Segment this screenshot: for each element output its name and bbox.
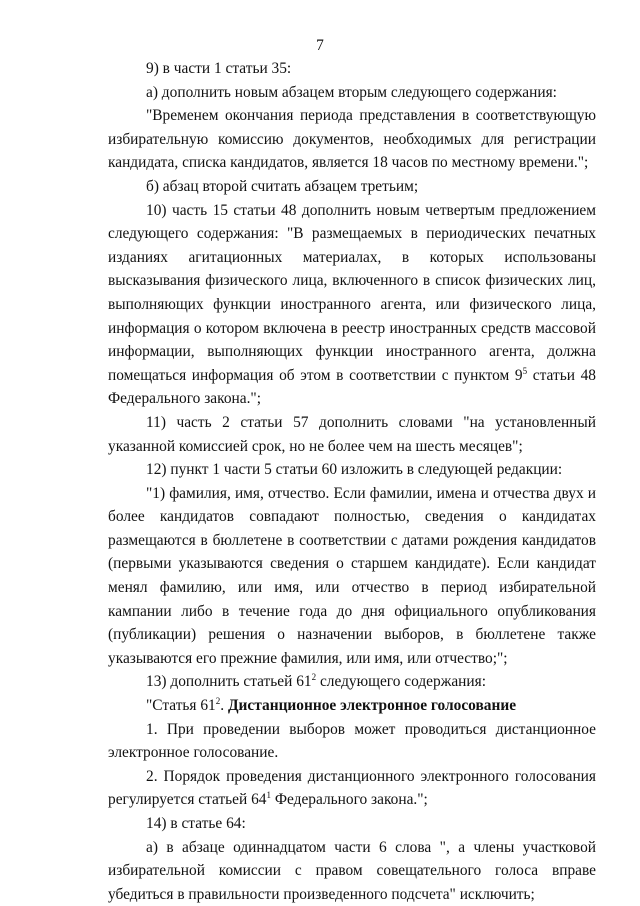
page-number: 7	[316, 37, 324, 54]
paragraph-item-9a: а) дополнить новым абзацем вторым следующего содержания:	[146, 83, 557, 101]
article-heading-title: Дистанционное электронное голосование	[227, 697, 517, 715]
paragraph-article-part-1: 1. При проведении выборов может проводиться дистанционное электронное голосование.	[108, 720, 596, 762]
superscript: 2	[311, 672, 317, 683]
paragraph-article-part-2-text: 2. Порядок проведения дистанционного электронного голосования регулируется статьей 64	[108, 767, 596, 809]
superscript: 2	[215, 696, 221, 707]
document-body	[108, 57, 596, 906]
paragraph-item-10	[108, 199, 596, 411]
paragraph-article-part-2	[108, 765, 596, 812]
paragraph-article-part-2-tail: Федерального закона.";	[271, 791, 428, 809]
paragraph-item-13-tail: следующего содержания:	[316, 673, 486, 691]
paragraph-item-10-text: 10) часть 15 статьи 48 дополнить новым четвертым предложением следующего содержания: "В размещаемых в периодических печатных изданиях агитационных материалах, в которых использованы высказывания физического лица, включенного в список физических лиц, выполняющих функции иностранного агента, или физического лица, информация о котором включена в реестр иностранных средств массовой информации, выполняющих функции иностранного агента, должна помещаться информация об этом в соответствии с пунктом 9	[108, 201, 596, 384]
paragraph-quote-deadline: "Временем окончания периода представления в соответствующую избирательную комиссию документов, необходимых для регистрации кандидата, списка кандидатов, является 18 часов по местному времени.";	[108, 107, 596, 172]
superscript: 5	[522, 365, 528, 376]
article-heading	[108, 694, 596, 718]
paragraph-item-14: 14) в статье 64:	[146, 815, 246, 832]
article-heading-dot: .	[220, 697, 228, 715]
paragraph-item-10-tail: статьи 48 Федерального закона.";	[108, 366, 596, 408]
paragraph-item-13-text: 13) дополнить статьей 61	[146, 673, 312, 691]
paragraph-item-11: 11) часть 2 статьи 57 дополнить словами "на установленный указанной комиссией срок, но не более чем на шесть месяцев";	[108, 413, 596, 455]
paragraph-item-9: 9) в части 1 статьи 35:	[146, 60, 292, 77]
paragraph-item-9b: б) абзац второй считать абзацем третьим;	[146, 177, 419, 195]
paragraph-item-14a: а) в абзаце одиннадцатом части 6 слова ", а члены участковой избирательной комиссии с правом совещательного голоса вправе убедиться в правильности произведенного подсчета" исключить;	[108, 838, 596, 903]
paragraph-item-12: 12) пункт 1 части 5 статьи 60 изложить в следующей редакции:	[146, 461, 563, 479]
paragraph-item-13	[108, 670, 596, 694]
paragraph-quote-names: "1) фамилия, имя, отчество. Если фамилии, имена и отчества двух и более кандидатов совпадают полностью, сведения о кандидатах размещаются в бюллетене в соответствии с датами рождения кандидатов (первыми указываются сведения о старшем кандидате). Если кандидат менял фамилию, или имя, или отчество в период избирательной кампании либо в течение года до дня официального опубликования (публикации) решения о назначении выборов, в бюллетене также указываются его прежние фамилия, или имя, или отчество;";	[108, 484, 596, 667]
superscript: 1	[266, 790, 271, 801]
article-heading-prefix: "Статья 61	[146, 697, 216, 715]
